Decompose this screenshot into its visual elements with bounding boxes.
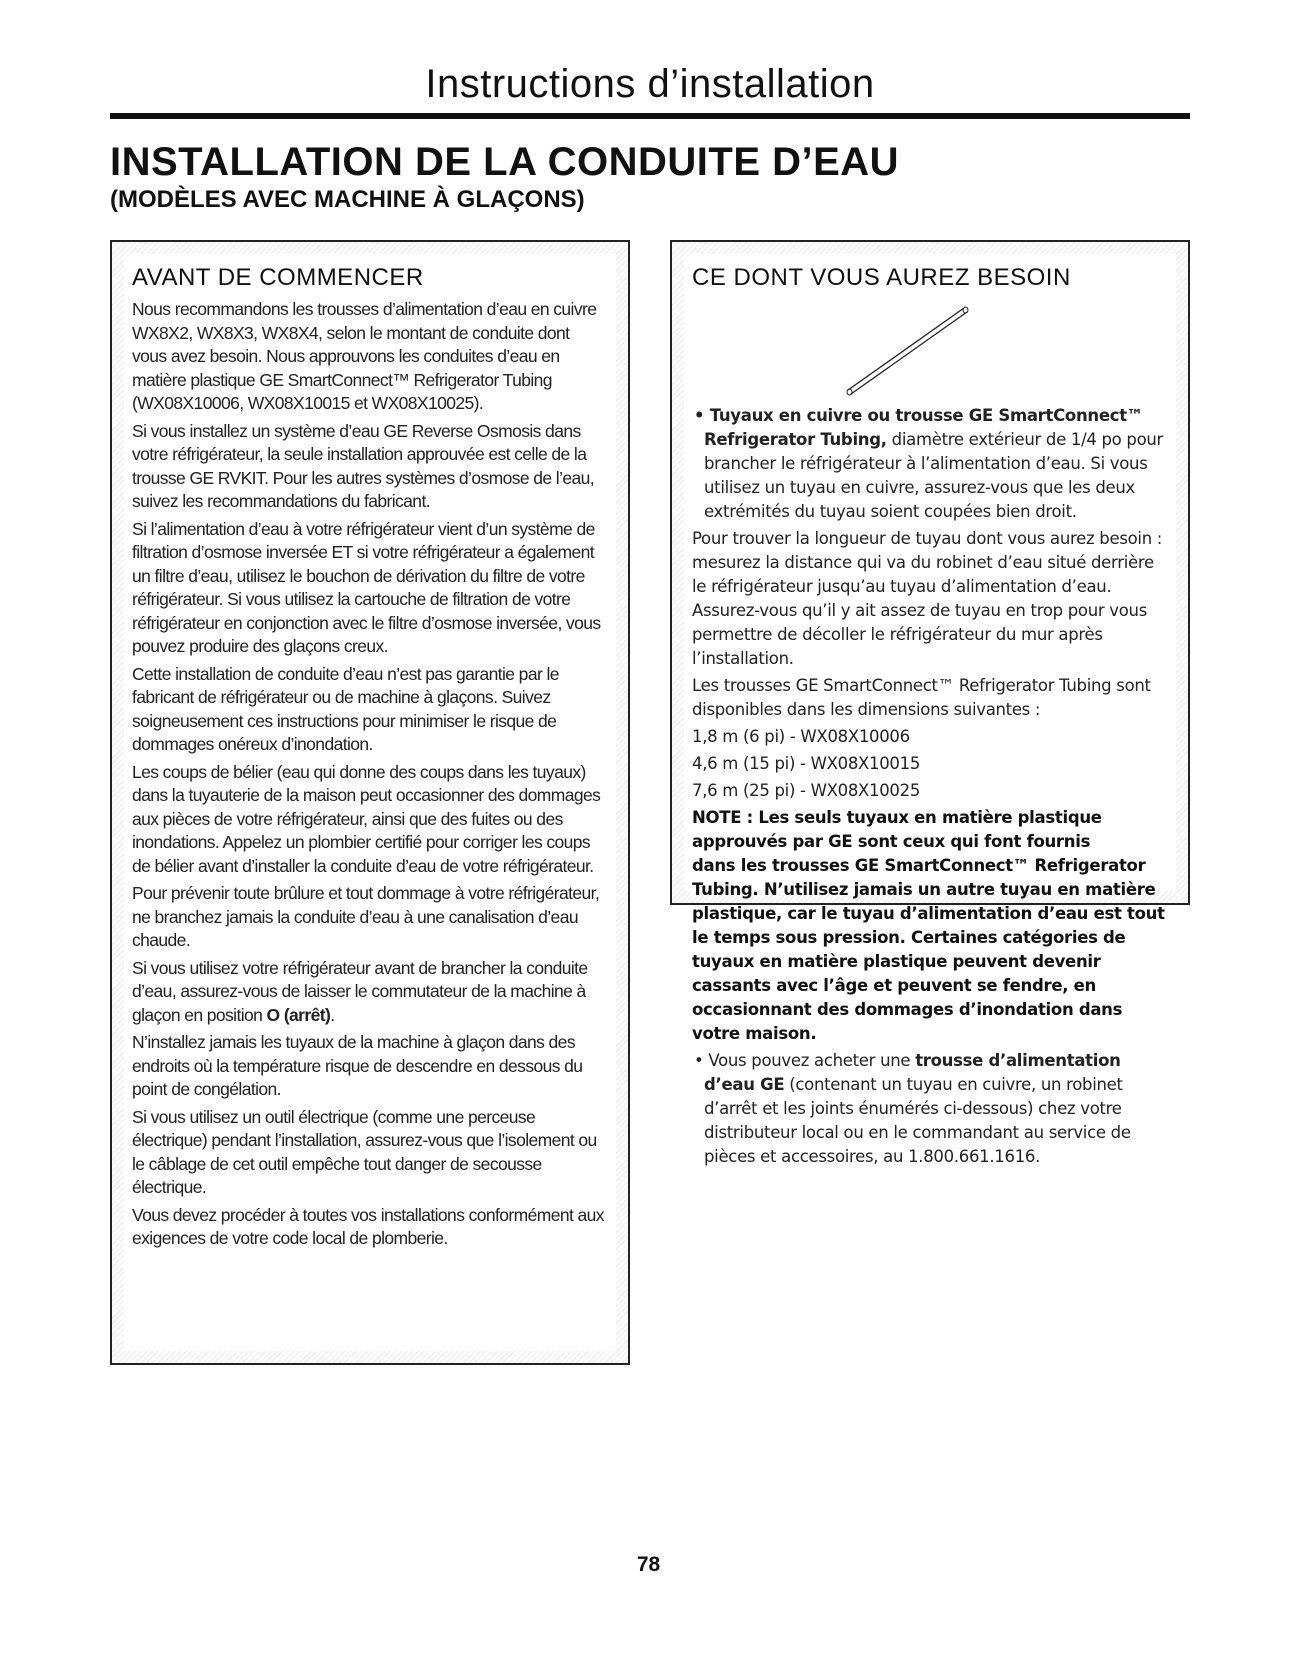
paragraph: Pour trouver la longueur de tuyau dont vous aurez besoin : mesurez la distance qui va du robinet d’eau situé derrière le réfrigérateur jusqu’au tuyau d’alimentation d’eau. Assurez-vous qu’il y ait assez de tuyau en trop pour vous permettre de décoller le réfrigérateur du mur après l’installation. <box>692 529 1163 668</box>
note-line: dans les trousses GE SmartConnect™ Refrigerator Tubing. N’utilisez jamais un autre tuyau en matière plastique, car le tuyau d’alimentation d’eau est tout le temps sous pression. Certaines catégories de tuyaux en matière plastique peuvent devenir cassants avec l’âge et peuvent se fendre, en occasionnant des dommages d’inondation dans votre maison. <box>692 856 1165 1043</box>
before-you-begin-box <box>110 240 630 1365</box>
tubing-illustration-icon <box>842 298 972 398</box>
text-run: (contenant un tuyau en cuivre, un robinet d’arrêt et les joints énumérés ci-dessous) chez votre distributeur local ou en le commandant au service de pièces et accessoires, au 1.800.661.1616. <box>704 1075 1131 1166</box>
before-you-begin-text <box>132 298 608 1251</box>
page-header-title: Instructions d’installation <box>425 62 875 106</box>
header-rule <box>110 113 1190 119</box>
before-you-begin-content <box>124 254 616 1351</box>
paragraph: Vous devez procéder à toutes vos installations conformément aux exigences de votre code local de plomberie. <box>132 1204 604 1248</box>
paragraph: Cette installation de conduite d’eau n’est pas garantie par le fabricant de réfrigérateur ou de machine à glaçons. Suivez soigneusement ces instructions pour minimiser le risque de dommages onéreux d’inondation. <box>132 663 559 754</box>
paragraph: Pour prévenir toute brûlure et tout dommage à votre réfrigérateur, ne branchez jamais la conduite d’eau à une canalisation d’eau chaude. <box>132 883 600 950</box>
section-subtitle: (MODÈLES AVEC MACHINE À GLAÇONS) <box>110 186 585 213</box>
what-you-need-text <box>692 404 1168 1169</box>
text-run: • Vous pouvez acheter une <box>694 1051 916 1070</box>
size-item: 1,8 m (6 pi) - WX08X10006 <box>692 727 910 746</box>
paragraph: Nous recommandons les trousses d’alimentation d’eau en cuivre WX8X2, WX8X3, WX8X4, selon le montant de conduite dont vous avez besoin. Nous approuvons les conduites d’eau en matière plastique GE SmartConnect™ Refrigerator Tubing (WX08X10006, WX08X10015 et WX08X10025). <box>132 299 597 413</box>
text-run: Si vous utilisez votre réfrigérateur avant de brancher la conduite d’eau, assurez-vous de laisser le commutateur de la machine à glaçon en position <box>132 957 588 1025</box>
text-run-bold: O (arrêt) <box>266 1004 331 1025</box>
list-item <box>692 404 1168 524</box>
paragraph <box>132 957 608 1028</box>
paragraph: Si vous installez un système d’eau GE Reverse Osmosis dans votre réfrigérateur, la seule installation approuvée est celle de la trousse GE RVKIT. Pour les autres systèmes d’osmose de l’eau, suivez les recommandations du fabricant. <box>132 420 595 511</box>
paragraph: Les coups de bélier (eau qui donne des coups dans les tuyaux) dans la tuyauterie de la maison peut occasionner des dommages aux pièces de votre réfrigérateur, ainsi que des fuites ou des inondations. Appelez un plombier certifié pour corriger les coups de bélier avant d’installer la conduite d’eau de votre réfrigérateur. <box>132 761 601 876</box>
text-run: diamètre extérieur de 1/4 po pour brancher le réfrigérateur à l’alimentation d’eau. Si vous utilisez un tuyau en cuivre, assurez-vous que les deux extrémités du tuyau soient coupées bien droit. <box>704 430 1164 521</box>
paragraph: Si l’alimentation d’eau à votre réfrigérateur vient d’un système de filtration d’osmose inversée ET si votre réfrigérateur a également un filtre d’eau, utilisez le bouchon de dérivation du filtre de votre réfrigérateur. Si vous utilisez la cartouche de filtration de votre réfrigérateur en conjonction avec le filtre d’osmose inversée, vous pouvez produire des glaçons creux. <box>132 518 601 656</box>
size-item: 7,6 m (25 pi) - WX08X10025 <box>692 781 921 800</box>
what-you-need-box <box>670 240 1190 1166</box>
what-you-need-content <box>684 254 1176 1166</box>
text-run: . <box>330 1004 335 1025</box>
note-line: NOTE : Les seuls tuyaux en matière plastique approuvés par GE sont ceux qui font fournis <box>692 808 1102 851</box>
list-item <box>692 1049 1168 1169</box>
before-you-begin-heading: AVANT DE COMMENCER <box>132 264 424 291</box>
page-number: 78 <box>636 1553 661 1576</box>
paragraph: Si vous utilisez un outil électrique (comme une perceuse électrique) pendant l’installation, assurez-vous que l’isolement ou le câblage de cet outil empêche tout danger de secousse électrique. <box>132 1106 597 1197</box>
size-item: 4,6 m (15 pi) - WX08X10015 <box>692 754 921 773</box>
what-you-need-heading: CE DONT VOUS AUREZ BESOIN <box>692 264 1071 291</box>
paragraph: N’installez jamais les tuyaux de la machine à glaçon dans des endroits où la température risque de descendre en dessous du point de congélation. <box>132 1032 583 1099</box>
text-run-bold: trousse d’alimentation d’eau GE <box>704 1051 1121 1094</box>
section-title: INSTALLATION DE LA CONDUITE D’EAU <box>110 140 900 184</box>
paragraph: Les trousses GE SmartConnect™ Refrigerator Tubing sont disponibles dans les dimensions suivantes : <box>692 676 1151 719</box>
text-run-bold: • Tuyaux en cuivre ou trousse GE SmartConnect™ Refrigerator Tubing, <box>694 406 1143 449</box>
